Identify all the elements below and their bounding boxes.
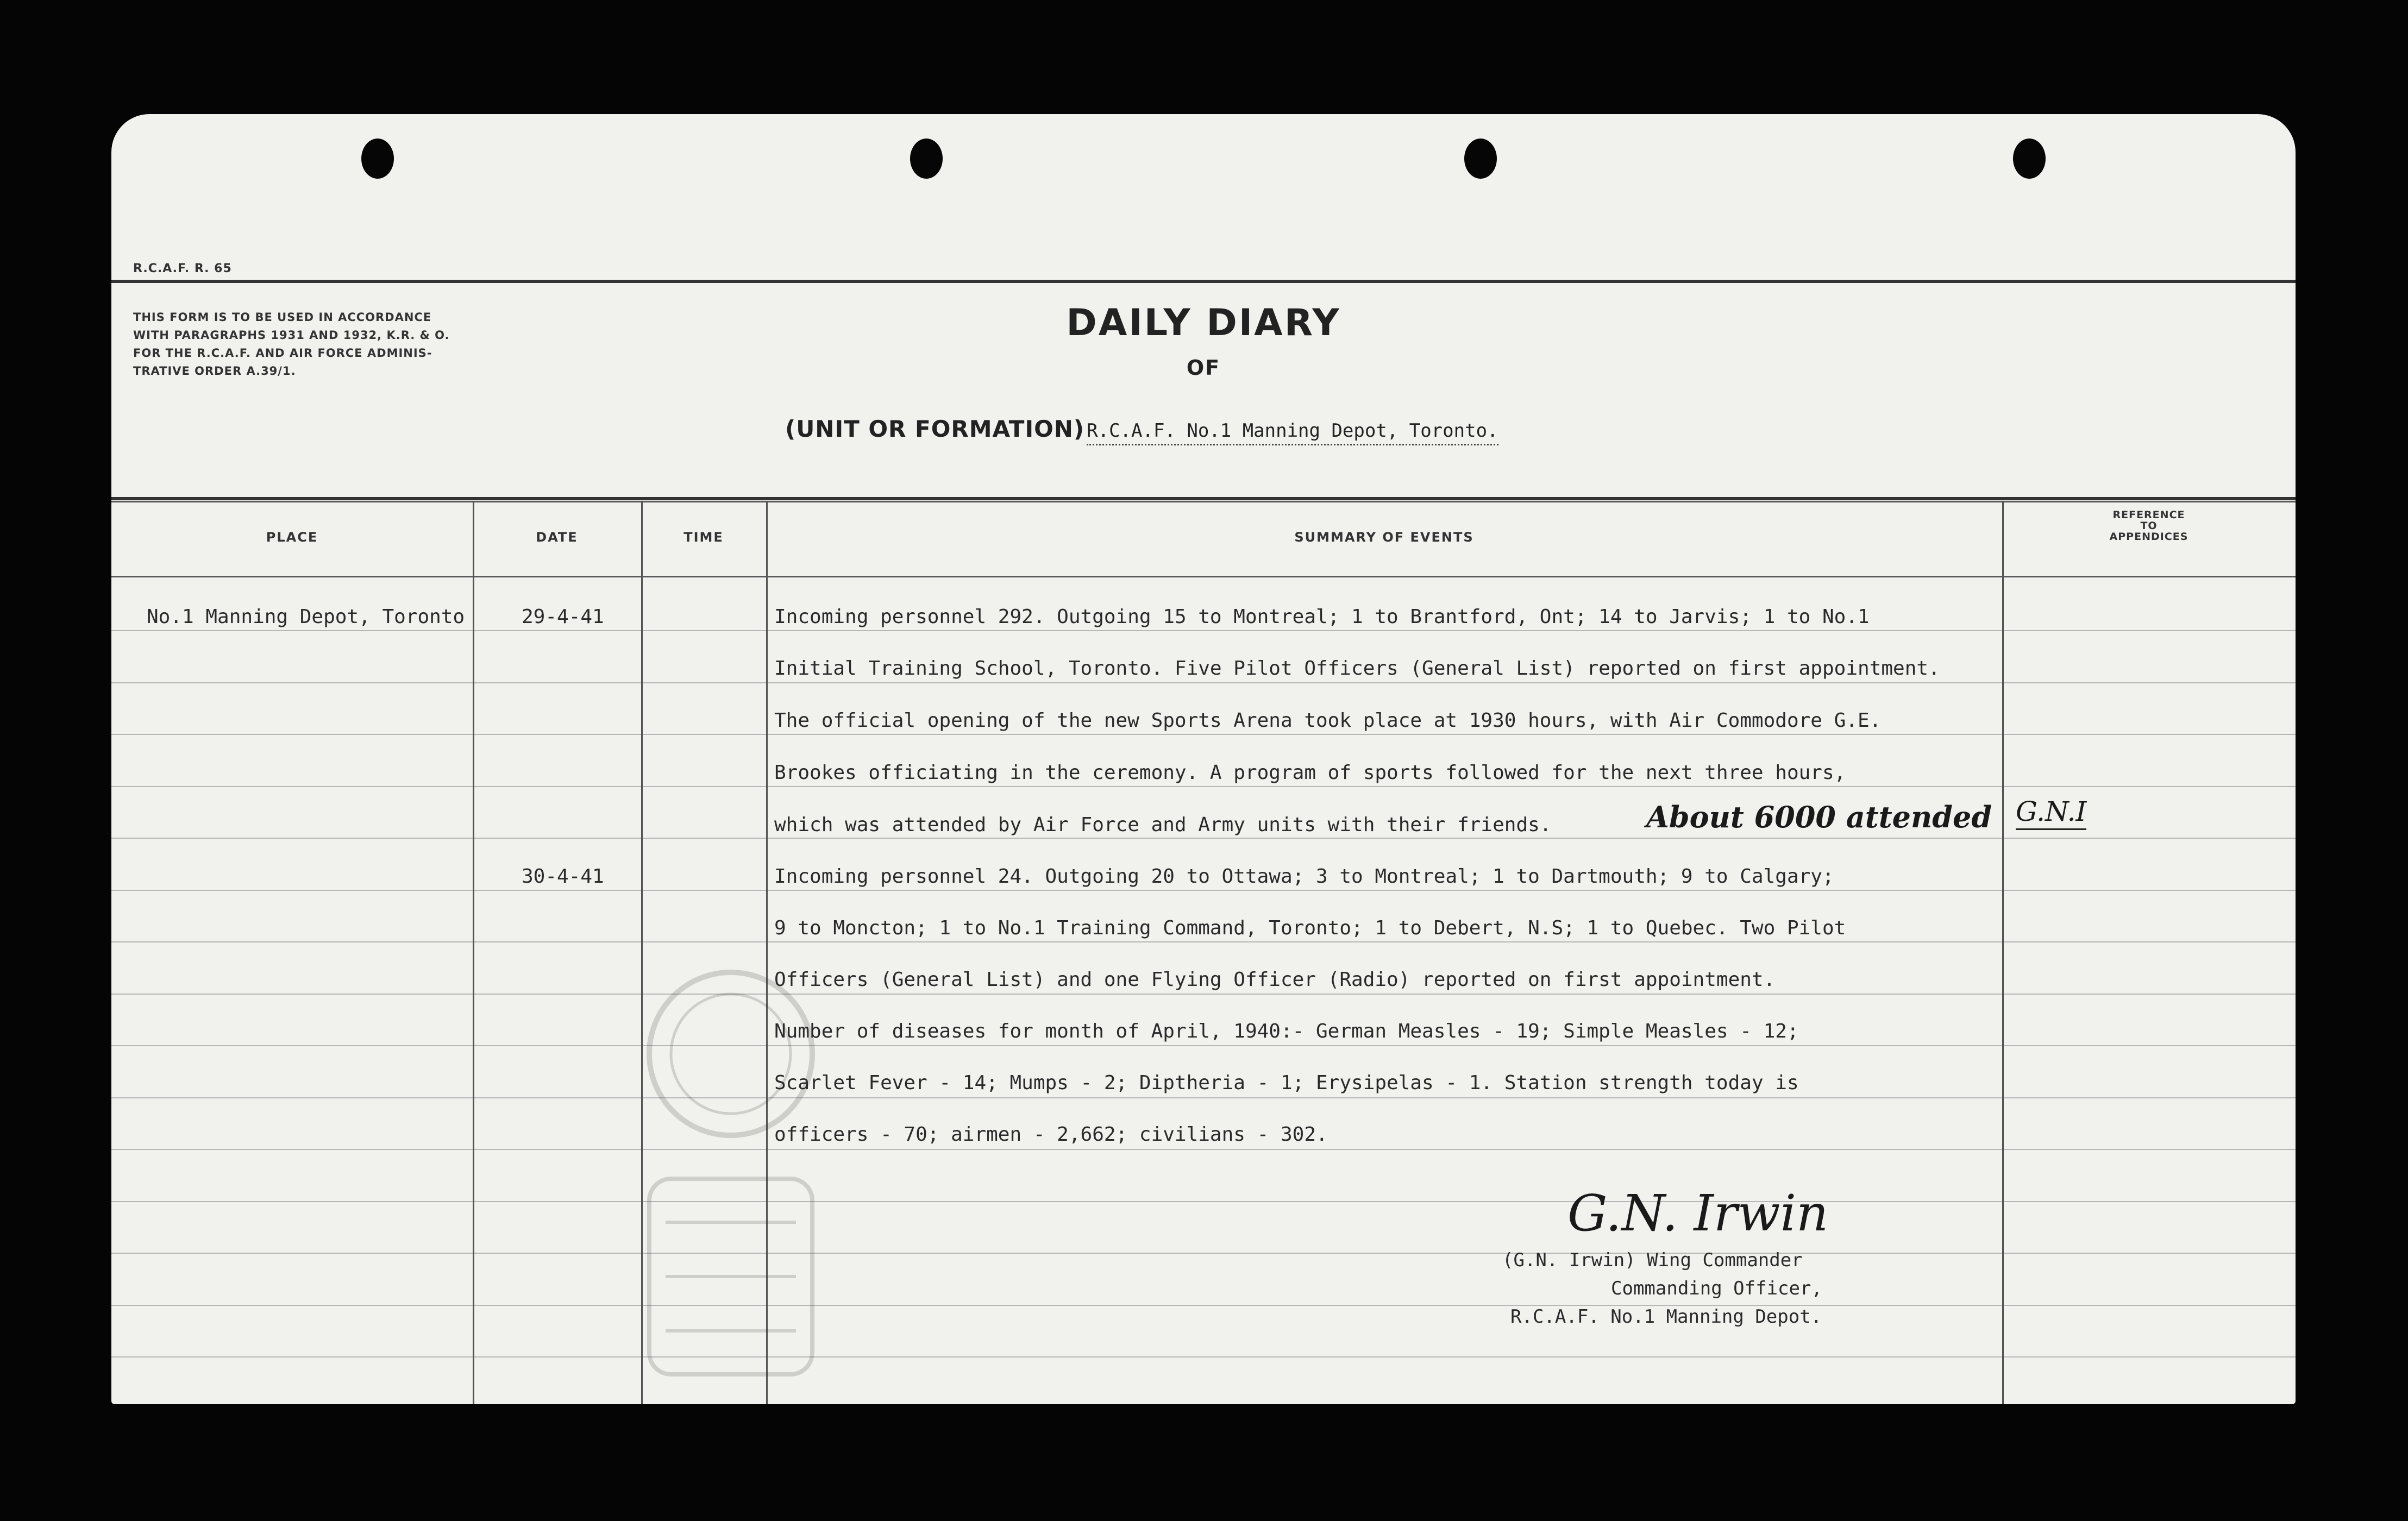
date-entry-1: 29-4-41: [522, 606, 604, 628]
ruled-line: [111, 734, 2296, 735]
handwritten-initials: G.N.I: [2016, 796, 2086, 830]
event-line: Incoming personnel 292. Outgoing 15 to Montreal; 1 to Brantford, Ont; 14 to Jarvis; 1 to No.1: [774, 606, 1870, 628]
instruction-line: TRATIVE ORDER A.39/1.: [133, 364, 296, 378]
header-top-rule: [111, 280, 2296, 283]
event-line: 9 to Moncton; 1 to No.1 Training Command, Toronto; 1 to Debert, N.S; 1 to Quebec. Two Pilot: [774, 917, 1846, 939]
ruled-line: [111, 890, 2296, 891]
unit-label: (UNIT OR FORMATION): [785, 416, 1085, 442]
ruled-line: [111, 1305, 2296, 1306]
ruled-line: [111, 1097, 2296, 1098]
diary-form-card: [111, 114, 2296, 1404]
instruction-line: THIS FORM IS TO BE USED IN ACCORDANCE: [133, 311, 432, 324]
column-header-date: DATE: [536, 530, 578, 545]
date-entry-2: 30-4-41: [522, 865, 604, 888]
event-line: officers - 70; airmen - 2,662; civilians - 302.: [774, 1123, 1328, 1146]
place-entry: No.1 Manning Depot, Toronto: [147, 606, 465, 628]
column-header-summary: SUMMARY OF EVENTS: [1294, 530, 1474, 545]
column-header-time: TIME: [683, 530, 724, 545]
punch-hole: [910, 139, 943, 179]
event-line: Officers (General List) and one Flying Officer (Radio) reported on first appointment.: [774, 969, 1776, 991]
punch-hole: [2013, 139, 2046, 179]
divider-summary-reference: [2002, 501, 2004, 1404]
unit-row: [785, 416, 1498, 442]
page-title-of: OF: [1186, 356, 1221, 380]
ruled-line: [111, 1201, 2296, 1202]
signature-line-3: R.C.A.F. No.1 Manning Depot.: [1510, 1306, 1822, 1328]
event-line: Scarlet Fever - 14; Mumps - 2; Diptheria - 1; Erysipelas - 1. Station strength today is: [774, 1072, 1799, 1094]
event-line: Brookes officiating in the ceremony. A program of sports followed for the next three hours,: [774, 762, 1846, 784]
column-header-rule: [111, 576, 2296, 577]
ruled-line: [111, 786, 2296, 787]
reference-header-line: TO: [2140, 520, 2158, 532]
faded-stamp-mark: [617, 918, 845, 1404]
event-line: Initial Training School, Toronto. Five Pilot Officers (General List) reported on first appointment.: [774, 657, 1940, 680]
ruled-line: [111, 1045, 2296, 1046]
column-header-reference: [2002, 510, 2296, 542]
ruled-line: [111, 1356, 2296, 1357]
header-bottom-rule: [111, 497, 2296, 500]
ruled-line: [111, 682, 2296, 683]
event-line: Number of diseases for month of April, 1940:- German Measles - 19; Simple Measles - 12;: [774, 1020, 1799, 1042]
column-header-place: PLACE: [266, 530, 318, 545]
handwritten-signature: G.N. Irwin: [1567, 1184, 1829, 1242]
event-line: which was attended by Air Force and Army units with their friends.: [774, 814, 1552, 836]
form-code: R.C.A.F. R. 65: [133, 262, 232, 275]
ruled-line: [111, 941, 2296, 942]
ruled-line: [111, 994, 2296, 995]
ruled-line: [111, 630, 2296, 631]
ruled-line: [111, 838, 2296, 839]
unit-value: R.C.A.F. No.1 Manning Depot, Toronto.: [1087, 420, 1498, 445]
instruction-line: WITH PARAGRAPHS 1931 AND 1932, K.R. & O.: [133, 329, 450, 342]
header-bottom-rule-2: [111, 501, 2296, 502]
divider-place-date: [473, 501, 474, 1404]
signature-line-2: Commanding Officer,: [1611, 1278, 1822, 1299]
reference-header-line: APPENDICES: [2109, 531, 2188, 543]
ruled-line: [111, 1149, 2296, 1150]
punch-hole: [361, 139, 394, 179]
handwritten-note: About 6000 attended: [1646, 800, 1992, 834]
signature-line-1: (G.N. Irwin) Wing Commander: [1502, 1249, 1803, 1271]
page-title: DAILY DIARY: [1066, 301, 1341, 344]
reference-header-line: REFERENCE: [2112, 509, 2185, 521]
punch-hole: [1464, 139, 1497, 179]
event-line: Incoming personnel 24. Outgoing 20 to Ottawa; 3 to Montreal; 1 to Dartmouth; 9 to Calgary;: [774, 865, 1834, 888]
ruled-line: [111, 1253, 2296, 1254]
instruction-line: FOR THE R.C.A.F. AND AIR FORCE ADMINIS-: [133, 347, 432, 360]
event-line: The official opening of the new Sports Arena took place at 1930 hours, with Air Commodore G.E.: [774, 709, 1882, 732]
